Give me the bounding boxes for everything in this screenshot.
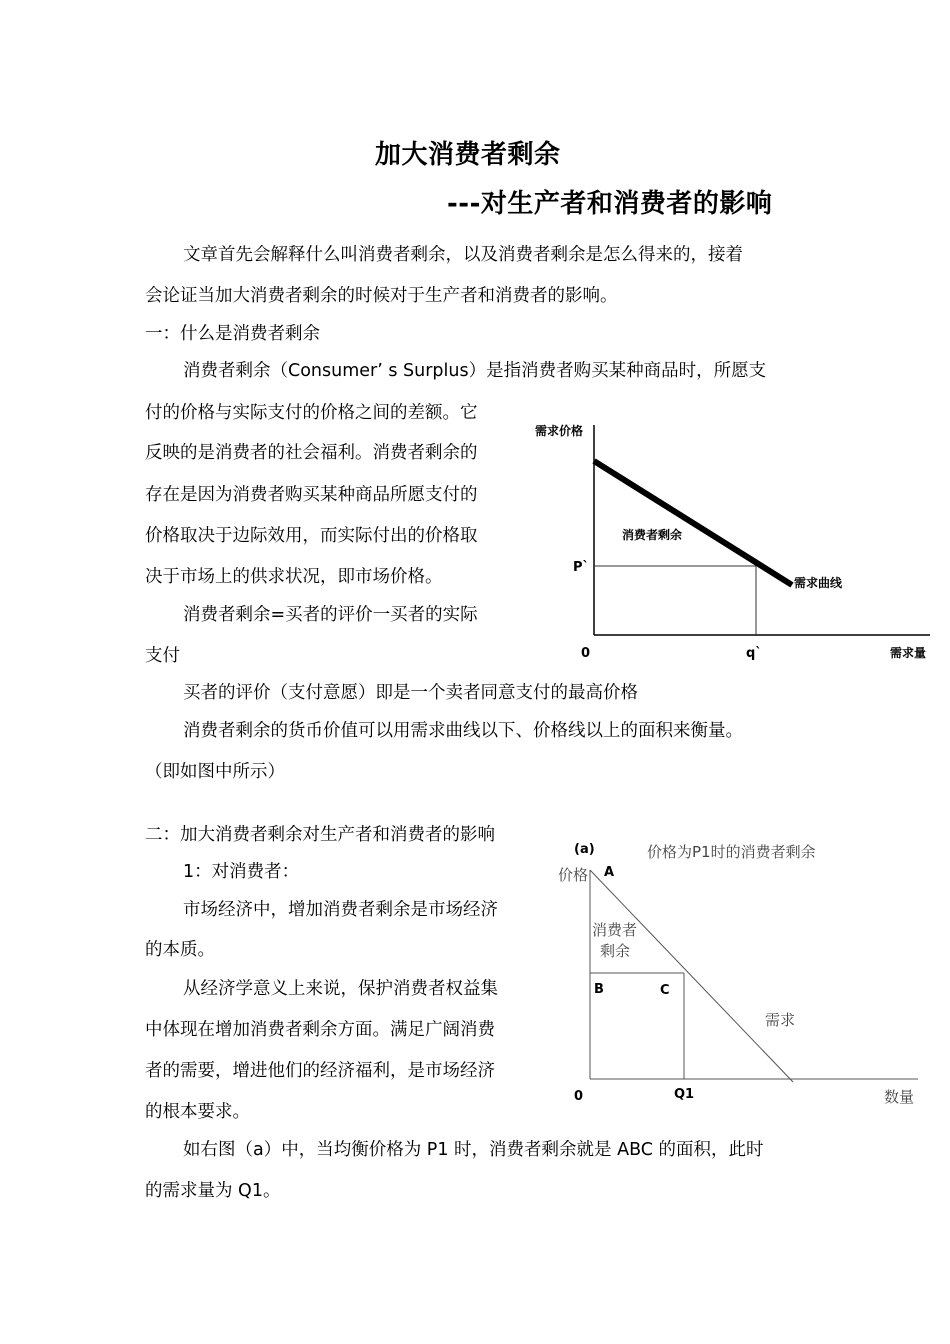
- paragraph-line: 者的需要，增进他们的经济福利，是市场经济: [145, 1061, 495, 1081]
- section-heading-2: 二：加大消费者剩余对生产者和消费者的影响: [145, 825, 495, 845]
- doc-subtitle: ---对生产者和消费者的影响: [447, 189, 773, 219]
- paragraph-line: 的本质。: [145, 940, 215, 960]
- paragraph-line: 存在是因为消费者购买某种商品所愿支付的: [145, 485, 478, 505]
- x-axis-label: 数量: [884, 1088, 915, 1106]
- paragraph-line: 如右图（a）中，当均衡价格为 P1 时，消费者剩余就是 ABC 的面积，此时: [183, 1140, 764, 1160]
- paragraph-line: 市场经济中，增加消费者剩余是市场经济: [183, 900, 498, 920]
- surplus-area-label: 消费者: [592, 921, 638, 939]
- surplus-area-label: 剩余: [600, 942, 631, 960]
- figure-caption: 价格为P1时的消费者剩余: [647, 843, 816, 861]
- paragraph-line: 中体现在增加消费者剩余方面。满足广阔消费: [145, 1020, 495, 1040]
- section-heading-1: 一：什么是消费者剩余: [145, 324, 320, 344]
- curve-label: 需求: [765, 1011, 796, 1029]
- point-b-label: B: [594, 982, 604, 997]
- paragraph-line: 消费者剩余（Consumer’ s Surplus）是指消费者购买某种商品时，所愿支: [183, 361, 767, 381]
- demand-curve: [590, 870, 796, 1082]
- surplus-area-label: 消费者剩余: [622, 528, 683, 542]
- paragraph-line: 付的价格与实际支付的价格之间的差额。它: [145, 403, 478, 423]
- paragraph-line: 从经济学意义上来说，保护消费者权益集: [183, 979, 498, 999]
- panel-label: (a): [574, 842, 595, 857]
- paragraph-line: 的需求量为 Q1。: [145, 1181, 281, 1201]
- y-axis-label: 需求价格: [535, 424, 584, 438]
- y-axis-label: 价格: [558, 866, 589, 884]
- paragraph-line: 文章首先会解释什么叫消费者剩余，以及消费者剩余是怎么得来的，接着: [183, 245, 743, 265]
- doc-title: 加大消费者剩余: [375, 140, 561, 170]
- consumer-surplus-diagram: [530, 415, 940, 665]
- paragraph-line: 会论证当加大消费者剩余的时候对于生产者和消费者的影响。: [145, 286, 618, 306]
- subsection-heading: 1：对消费者：: [183, 862, 300, 882]
- paragraph-line: （即如图中所示）: [145, 762, 285, 782]
- price-label: P`: [573, 560, 590, 575]
- x-axis-label: 需求量: [890, 646, 927, 660]
- paragraph-line: 决于市场上的供求状况，即市场价格。: [145, 567, 443, 587]
- paragraph-line: 买者的评价（支付意愿）即是一个卖者同意支付的最高价格: [183, 683, 638, 703]
- paragraph-line: 消费者剩余的货币价值可以用需求曲线以下、价格线以上的面积来衡量。: [183, 721, 743, 741]
- point-c-label: C: [660, 983, 670, 998]
- formula-line: 消费者剩余=买者的评价一买者的实际: [183, 605, 478, 625]
- origin-label: 0: [574, 1089, 584, 1104]
- point-a-label: A: [604, 865, 615, 880]
- paragraph-line: 价格取决于边际效用，而实际付出的价格取: [145, 526, 478, 546]
- quantity-label: Q1: [674, 1087, 695, 1102]
- quantity-label: q`: [746, 646, 762, 661]
- paragraph-line: 支付: [145, 646, 180, 666]
- paragraph-line: 反映的是消费者的社会福利。消费者剩余的: [145, 443, 478, 463]
- paragraph-line: 的根本要求。: [145, 1102, 250, 1122]
- origin-label: 0: [581, 646, 591, 661]
- surplus-at-p1-diagram: [550, 832, 930, 1117]
- curve-label: 需求曲线: [794, 576, 843, 590]
